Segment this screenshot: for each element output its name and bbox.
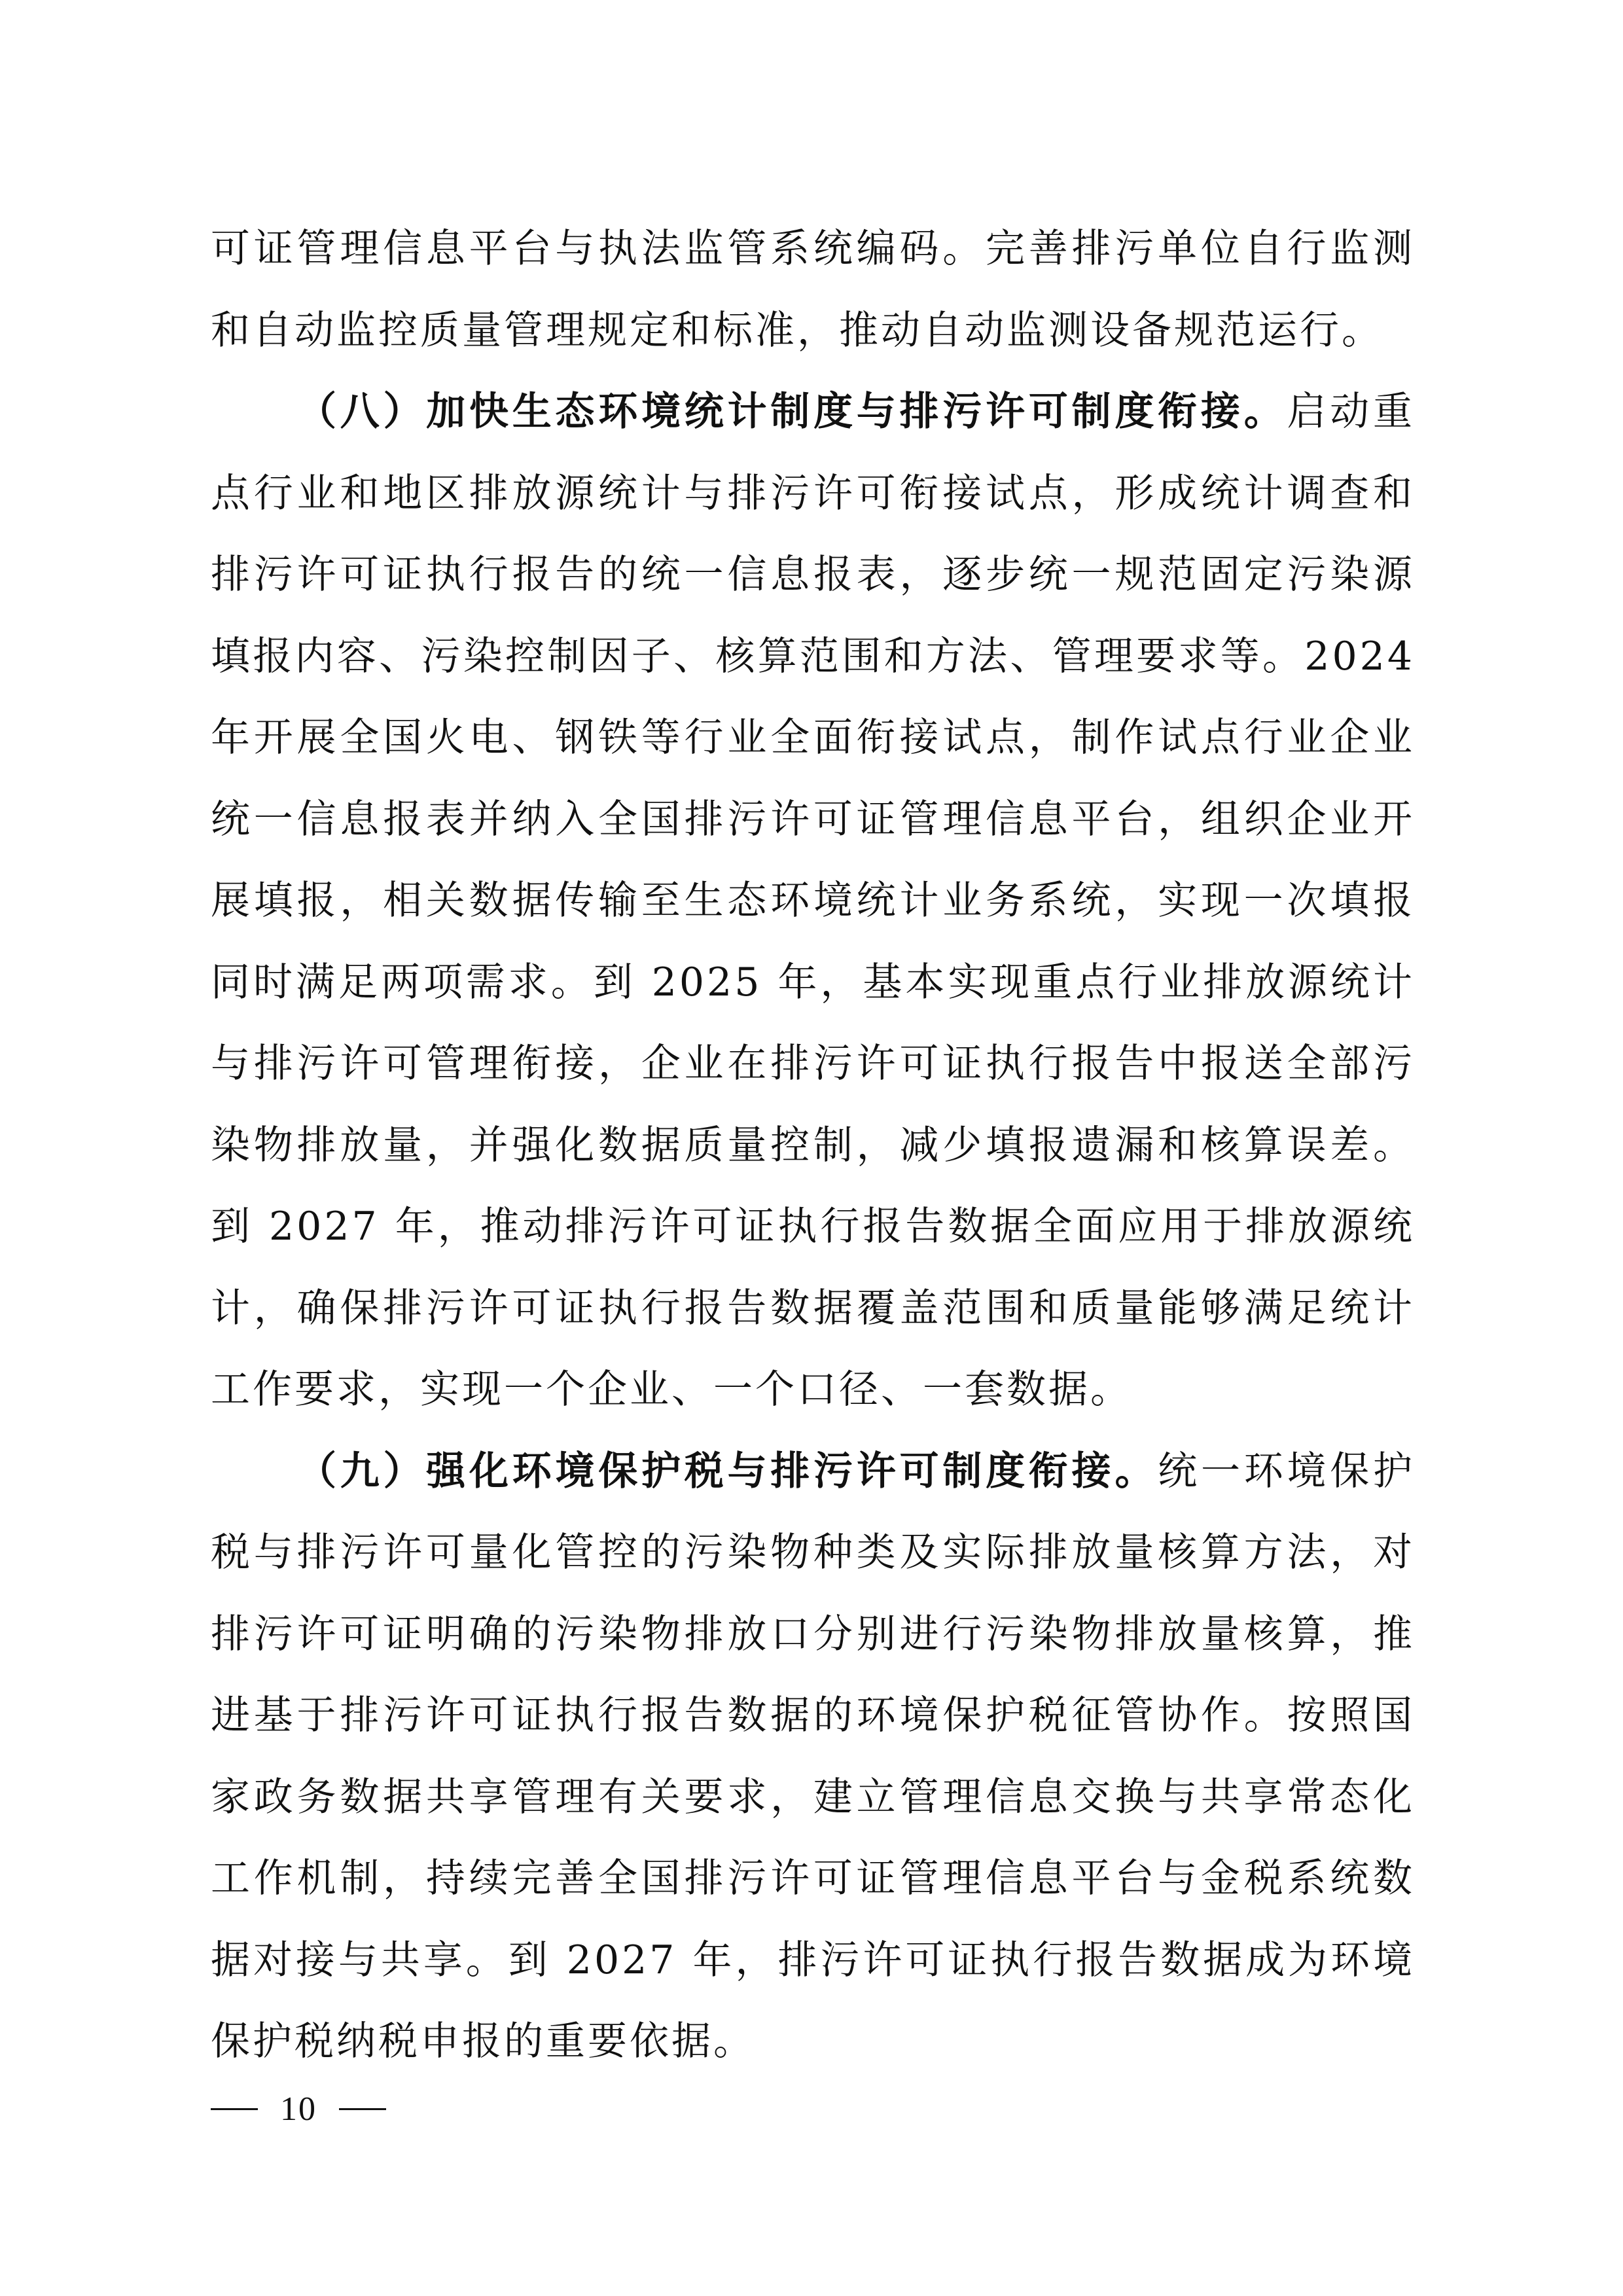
paragraph-body: 启动重点行业和地区排放源统计与排污许可衔接试点，形成统计调查和排污许可证执行报告的统一信息报表，逐步统一规范固定污染源填报内容、污染控制因子、核算范围和方法、管理要求等。2024 年开展全国火电、钢铁等行业全面衔接试点，制作试点行业企业统一信息报表并纳入全国排污许可证管理信息平台，组织企业开展填报，相关数据传输至生态环境统计业务系统，实现一次填报同时满足两项需求。到 2025 年，基本实现重点行业排放源统计与排污许可管理衔接，企业在排污许可证执行报告中报送全部污染物排放量，并强化数据质量控制，减少填报遗漏和核算误差。到 2027 年，推动排污许可证执行报告数据全面应用于排放源统计，确保排污许可证执行报告数据覆盖范围和质量能够满足统计工作要求，实现一个企业、一个口径、一套数据。 [211, 389, 1416, 1412]
page-number: 10 [280, 2090, 317, 2128]
paragraph-section-9 [211, 1431, 1415, 2083]
paragraph-body: 统一环境保护税与排污许可量化管控的污染物种类及实际排放量核算方法，对排污许可证明确的污染物排放口分别进行污染物排放量核算，推进基于排污许可证执行报告数据的环境保护税征管协作。按照国家政务数据共享管理有关要求，建立管理信息交换与共享常态化工作机制，持续完善全国排污许可证管理信息平台与金税系统数据对接与共享。到 2027 年，排污许可证执行报告数据成为环境保护税纳税申报的重要依据。 [211, 1448, 1416, 2064]
footer-dash-right [339, 2108, 386, 2110]
body-text [211, 208, 1415, 2083]
paragraph-continuation [211, 208, 1415, 371]
footer-dash-left [211, 2108, 258, 2110]
section-heading: （八）加快生态环境统计制度与排污许可制度衔接。 [297, 389, 1287, 435]
paragraph-body: 可证管理信息平台与执法监管系统编码。完善排污单位自行监测和自动监控质量管理规定和标准，推动自动监测设备规范运行。 [211, 226, 1415, 353]
paragraph-section-8 [211, 371, 1415, 1431]
page-footer [211, 2076, 386, 2142]
section-heading: （九）强化环境保护税与排污许可制度衔接。 [297, 1448, 1158, 1494]
